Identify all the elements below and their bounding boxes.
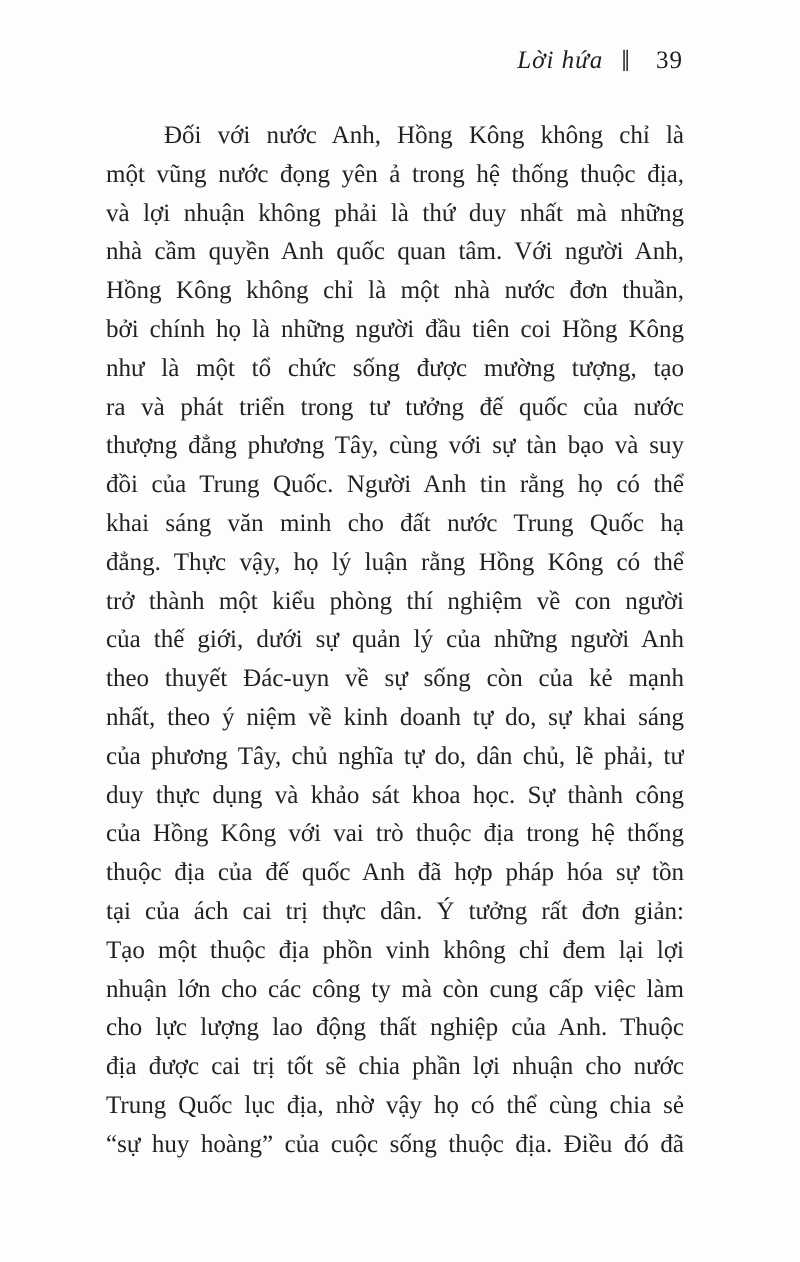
text-line: cho lực lượng lao động thất nghiệp của Anh. Thuộc bbox=[106, 1014, 684, 1042]
text-line: như là một tổ chức sống được mường tượng, tạo bbox=[106, 354, 684, 382]
text-line: theo thuyết Đác-uyn về sự sống còn của kẻ mạnh bbox=[106, 665, 684, 693]
text-line: thượng đẳng phương Tây, cùng với sự tàn bạo và suy bbox=[106, 432, 684, 460]
text-line: trở thành một kiểu phòng thí nghiệm về con người bbox=[106, 587, 684, 615]
text-line: Tạo một thuộc địa phồn vinh không chỉ đem lại lợi bbox=[106, 936, 684, 964]
text-line: của thế giới, dưới sự quản lý của những người Anh bbox=[106, 626, 684, 654]
text-line: nhất, theo ý niệm về kinh doanh tự do, sự khai sáng bbox=[106, 703, 684, 731]
chapter-title: Lời hứa bbox=[517, 47, 604, 74]
text-line: bởi chính họ là những người đầu tiên coi Hồng Kông bbox=[106, 315, 684, 343]
text-line: của Hồng Kông với vai trò thuộc địa trong hệ thống bbox=[106, 820, 684, 848]
text-line: thuộc địa của đế quốc Anh đã hợp pháp hóa sự tồn bbox=[106, 859, 684, 887]
text-line: đồi của Trung Quốc. Người Anh tin rằng họ có thể bbox=[106, 471, 684, 499]
running-header bbox=[0, 44, 683, 78]
text-line: duy thực dụng và khảo sát khoa học. Sự thành công bbox=[106, 781, 684, 809]
text-line: một vũng nước đọng yên ả trong hệ thống thuộc địa, bbox=[106, 160, 684, 188]
text-line: và lợi nhuận không phải là thứ duy nhất mà những bbox=[106, 199, 684, 227]
text-line: địa được cai trị tốt sẽ chia phần lợi nhuận cho nước bbox=[106, 1053, 684, 1081]
text-line: Đối với nước Anh, Hồng Kông không chỉ là bbox=[164, 122, 684, 149]
page-number: 39 bbox=[656, 47, 683, 74]
text-line: đẳng. Thực vậy, họ lý luận rằng Hồng Kông có thể bbox=[106, 548, 684, 576]
text-line: nhuận lớn cho các công ty mà còn cung cấp việc làm bbox=[106, 975, 684, 1003]
text-line: khai sáng văn minh cho đất nước Trung Quốc hạ bbox=[106, 509, 684, 537]
body-paragraph bbox=[106, 117, 684, 1165]
text-line: Hồng Kông không chỉ là một nhà nước đơn thuần, bbox=[106, 277, 684, 305]
text-line: Trung Quốc lục địa, nhờ vậy họ có thể cùng chia sẻ bbox=[106, 1091, 684, 1119]
text-line: tại của ách cai trị thực dân. Ý tưởng rất đơn giản: bbox=[106, 897, 684, 925]
text-line: ra và phát triển trong tư tưởng đế quốc của nước bbox=[106, 393, 684, 421]
text-line: “sự huy hoàng” của cuộc sống thuộc địa. Điều đó đã bbox=[106, 1130, 684, 1158]
text-line: của phương Tây, chủ nghĩa tự do, dân chủ, lẽ phải, tư bbox=[106, 742, 684, 770]
text-line: nhà cầm quyền Anh quốc quan tâm. Với người Anh, bbox=[106, 238, 684, 266]
double-bar-separator-icon: ‖ bbox=[621, 43, 630, 78]
